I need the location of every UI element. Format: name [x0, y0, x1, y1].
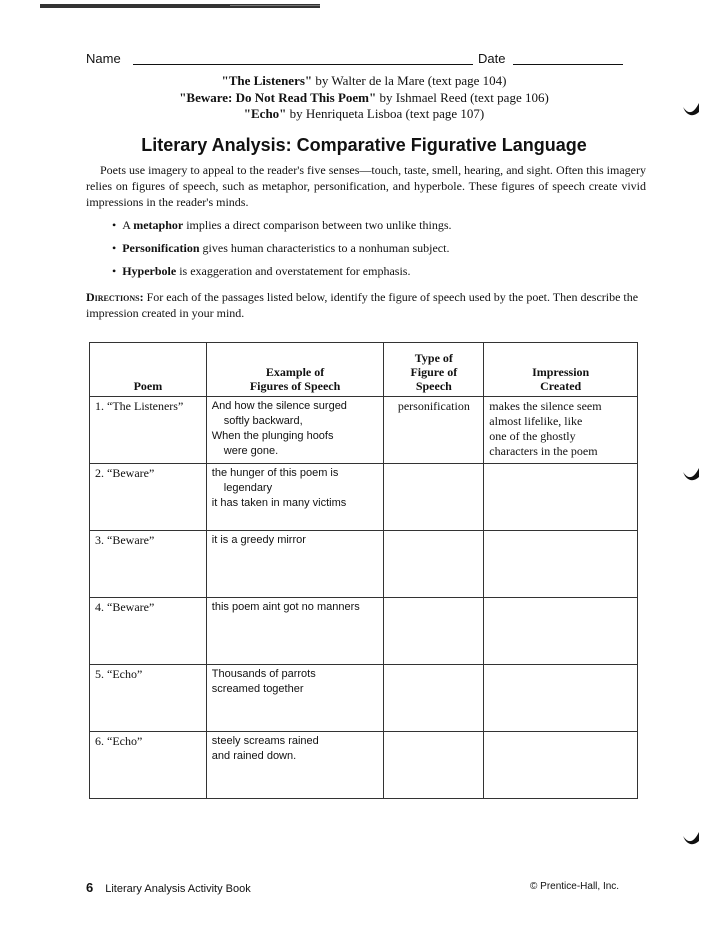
example-line: softly backward,	[223, 415, 303, 427]
poem-name: 5. “Echo”	[95, 667, 143, 681]
example-cell	[206, 531, 384, 598]
source-title: "The Listeners"	[221, 73, 313, 88]
poem-name: 2. “Beware”	[95, 466, 155, 480]
name-label: Name	[86, 51, 121, 66]
header-text: Figure of	[410, 365, 458, 379]
table-row	[90, 464, 638, 531]
impression-cell[interactable]	[484, 732, 638, 799]
bullet-term: metaphor	[133, 218, 184, 232]
example-line: were gone.	[223, 445, 279, 457]
impression-cell[interactable]	[484, 464, 638, 531]
impression-line: one of the ghostly	[489, 429, 576, 443]
impression-line: characters in the poem	[489, 444, 598, 458]
example-line: Thousands of parrots	[211, 668, 316, 680]
directions-label: Directions:	[86, 290, 144, 304]
hole-punch-mark	[682, 468, 700, 482]
poem-name: 4. “Beware”	[95, 600, 155, 614]
name-blank-line	[133, 64, 473, 65]
col-header-poem	[90, 343, 207, 397]
bullet-prefix: A	[122, 218, 134, 232]
table-row	[90, 531, 638, 598]
intro-paragraph: Poets use imagery to appeal to the reader's five senses—touch, taste, smell, hearing, and sight. Often this imagery relies on figures of speech, such as metaphor, personification, and hyperbole. These figures of speech create vivid impressions in the reader's minds.	[86, 163, 646, 209]
poem-cell	[90, 531, 207, 598]
list-item	[112, 237, 652, 260]
example-line: it is a greedy mirror	[211, 534, 306, 546]
source-line-1	[0, 73, 728, 89]
hole-punch-mark	[682, 103, 700, 117]
poem-cell	[90, 732, 207, 799]
table-row	[90, 598, 638, 665]
impression-cell[interactable]	[484, 665, 638, 732]
bullet-term: Personification	[122, 241, 200, 255]
col-header-type	[384, 343, 484, 397]
date-blank-line	[513, 64, 623, 65]
example-cell	[206, 464, 384, 531]
copyright: © Prentice-Hall, Inc.	[530, 881, 620, 892]
poem-cell	[90, 464, 207, 531]
directions-text: For each of the passages listed below, identify the figure of speech used by the poet. Then describe the impression created in your mind.	[86, 290, 639, 320]
date-label: Date	[478, 51, 506, 66]
directions	[86, 289, 646, 321]
header-text: Speech	[415, 379, 452, 393]
scan-top-bar-tail	[230, 5, 320, 6]
impression-line: makes the silence seem	[489, 399, 602, 413]
source-line-3	[0, 106, 728, 122]
poem-cell	[90, 397, 207, 464]
example-line: steely screams rained	[211, 735, 319, 747]
table-header-row	[90, 343, 638, 397]
page-number: 6	[86, 880, 94, 895]
header-text: Poem	[133, 379, 163, 393]
figure-type-answer: personification	[397, 399, 470, 413]
table-row	[90, 732, 638, 799]
bullet-text: gives human characteristics to a nonhuman subject.	[199, 241, 450, 255]
impression-line: almost lifelike, like	[489, 414, 583, 428]
list-item	[112, 214, 652, 237]
date-field[interactable]	[478, 51, 623, 66]
footer-left	[86, 880, 251, 895]
impression-cell[interactable]	[484, 397, 638, 464]
poem-cell	[90, 598, 207, 665]
example-cell	[206, 665, 384, 732]
analysis-table	[89, 342, 638, 799]
example-cell	[206, 732, 384, 799]
definition-list	[112, 214, 652, 283]
col-header-example	[206, 343, 384, 397]
hole-punch-mark	[682, 832, 700, 846]
example-line: it has taken in many victims	[211, 497, 347, 509]
bullet-text: is exaggeration and overstatement for emphasis.	[176, 264, 411, 278]
figure-type-cell[interactable]	[384, 665, 484, 732]
table-row	[90, 665, 638, 732]
table-row	[90, 397, 638, 464]
poem-name: 1. “The Listeners”	[95, 399, 184, 413]
example-line: and rained down.	[211, 750, 297, 762]
source-line-2	[0, 90, 728, 106]
name-field[interactable]	[86, 51, 473, 66]
source-detail: by Henriqueta Lisboa (text page 107)	[286, 106, 485, 121]
example-line: And how the silence surged	[211, 400, 347, 412]
figure-type-cell[interactable]	[384, 732, 484, 799]
example-line: the hunger of this poem is	[211, 467, 339, 479]
example-cell	[206, 397, 384, 464]
source-detail: by Ishmael Reed (text page 106)	[376, 90, 549, 105]
example-line: When the plunging hoofs	[211, 430, 334, 442]
bullet-term: Hyperbole	[122, 264, 177, 278]
header-text: Created	[540, 379, 582, 393]
source-title: "Beware: Do Not Read This Poem"	[179, 90, 377, 105]
impression-cell[interactable]	[484, 531, 638, 598]
book-title: Literary Analysis Activity Book	[105, 883, 251, 895]
col-header-impression	[484, 343, 638, 397]
poem-name: 6. “Echo”	[95, 734, 143, 748]
header-text: Impression	[532, 365, 590, 379]
source-detail: by Walter de la Mare (text page 104)	[312, 73, 507, 88]
example-cell	[206, 598, 384, 665]
header-text: Type of	[414, 351, 453, 365]
poem-cell	[90, 665, 207, 732]
figure-type-cell[interactable]	[384, 531, 484, 598]
list-item	[112, 260, 652, 283]
source-title: "Echo"	[243, 106, 287, 121]
bullet-text: implies a direct comparison between two unlike things.	[183, 218, 452, 232]
poem-name: 3. “Beware”	[95, 533, 155, 547]
header-text: Figures of Speech	[249, 379, 341, 393]
example-line: screamed together	[211, 683, 304, 695]
page-title: Literary Analysis: Comparative Figurative Language	[141, 135, 587, 155]
figure-type-cell[interactable]	[384, 598, 484, 665]
header-text: Example of	[265, 365, 325, 379]
example-line: this poem aint got no manners	[211, 601, 360, 613]
figure-type-cell[interactable]	[384, 397, 484, 464]
example-line: legendary	[223, 482, 273, 494]
impression-cell[interactable]	[484, 598, 638, 665]
figure-type-cell[interactable]	[384, 464, 484, 531]
